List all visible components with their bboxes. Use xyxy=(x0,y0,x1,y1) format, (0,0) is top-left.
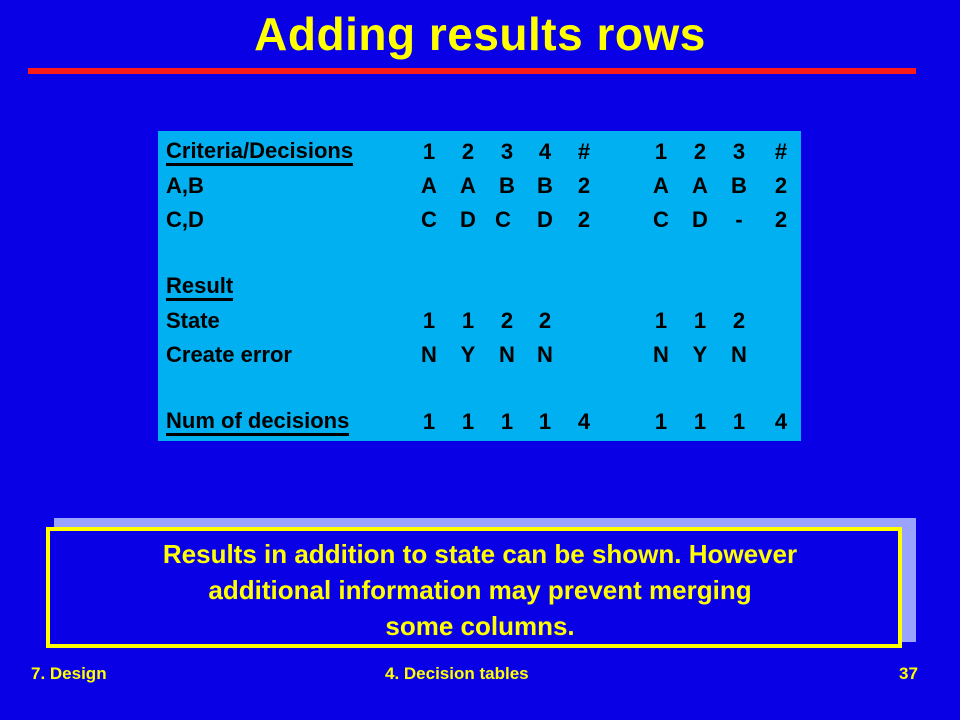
table-cell: 2 xyxy=(732,308,746,333)
callout-line: some columns. xyxy=(385,611,575,641)
header-label: Criteria/Decisions xyxy=(166,139,353,166)
table-cell: 2 xyxy=(577,173,591,198)
header-cell: 1 xyxy=(422,139,436,164)
header-cell: 2 xyxy=(693,139,707,164)
table-cell: 2 xyxy=(577,207,591,232)
table-cell: 1 xyxy=(422,409,436,434)
table-cell: N xyxy=(653,342,669,367)
decision-table xyxy=(158,131,801,441)
table-cell: 2 xyxy=(500,308,514,333)
result-heading: Result xyxy=(166,274,233,301)
table-cell: B xyxy=(731,173,747,198)
table-cell: 1 xyxy=(732,409,746,434)
table-cell: D xyxy=(692,207,708,232)
table-cell: 1 xyxy=(500,409,514,434)
table-cell: 1 xyxy=(461,308,475,333)
table-cell: 2 xyxy=(774,207,788,232)
header-cell: 3 xyxy=(732,139,746,164)
table-cell: A xyxy=(653,173,669,198)
title-divider xyxy=(28,68,916,74)
table-cell: A xyxy=(460,173,476,198)
table-cell: C xyxy=(495,207,511,232)
table-cell: 1 xyxy=(538,409,552,434)
table-cell: 1 xyxy=(693,409,707,434)
callout-line: additional information may prevent merging xyxy=(208,575,752,605)
header-cell: # xyxy=(774,139,788,164)
table-cell: - xyxy=(735,207,743,232)
table-cell: B xyxy=(537,173,553,198)
slide-title: Adding results rows xyxy=(254,8,706,60)
table-cell: C xyxy=(421,207,437,232)
table-cell: 4 xyxy=(577,409,591,434)
header-cell: 3 xyxy=(500,139,514,164)
table-cell: N xyxy=(537,342,553,367)
table-cell: 1 xyxy=(693,308,707,333)
table-cell: 2 xyxy=(774,173,788,198)
table-cell: D xyxy=(460,207,476,232)
slide-number: 37 xyxy=(899,664,918,683)
table-cell: D xyxy=(537,207,553,232)
footer-topic: 4. Decision tables xyxy=(385,664,529,683)
row-label-cd: C,D xyxy=(166,207,204,232)
footer-section: 7. Design xyxy=(31,664,107,683)
header-cell: # xyxy=(577,139,591,164)
table-cell: Y xyxy=(460,342,476,367)
table-cell: 2 xyxy=(538,308,552,333)
table-cell: A xyxy=(421,173,437,198)
table-cell: N xyxy=(731,342,747,367)
table-cell: 1 xyxy=(461,409,475,434)
table-cell: 1 xyxy=(422,308,436,333)
header-cell: 2 xyxy=(461,139,475,164)
footer-row-label: Num of decisions xyxy=(166,409,349,436)
row-label-create-error: Create error xyxy=(166,342,292,367)
header-cell: 1 xyxy=(654,139,668,164)
table-cell: N xyxy=(499,342,515,367)
row-label-ab: A,B xyxy=(166,173,204,198)
table-cell: B xyxy=(499,173,515,198)
row-label-state: State xyxy=(166,308,220,333)
table-cell: N xyxy=(421,342,437,367)
table-cell: A xyxy=(692,173,708,198)
table-cell: C xyxy=(653,207,669,232)
callout-line: Results in addition to state can be shown. However xyxy=(162,539,798,569)
callout-text xyxy=(0,536,960,644)
table-cell: 1 xyxy=(654,409,668,434)
table-cell: 4 xyxy=(774,409,788,434)
table-cell: Y xyxy=(692,342,708,367)
table-cell: 1 xyxy=(654,308,668,333)
header-cell: 4 xyxy=(538,139,552,164)
